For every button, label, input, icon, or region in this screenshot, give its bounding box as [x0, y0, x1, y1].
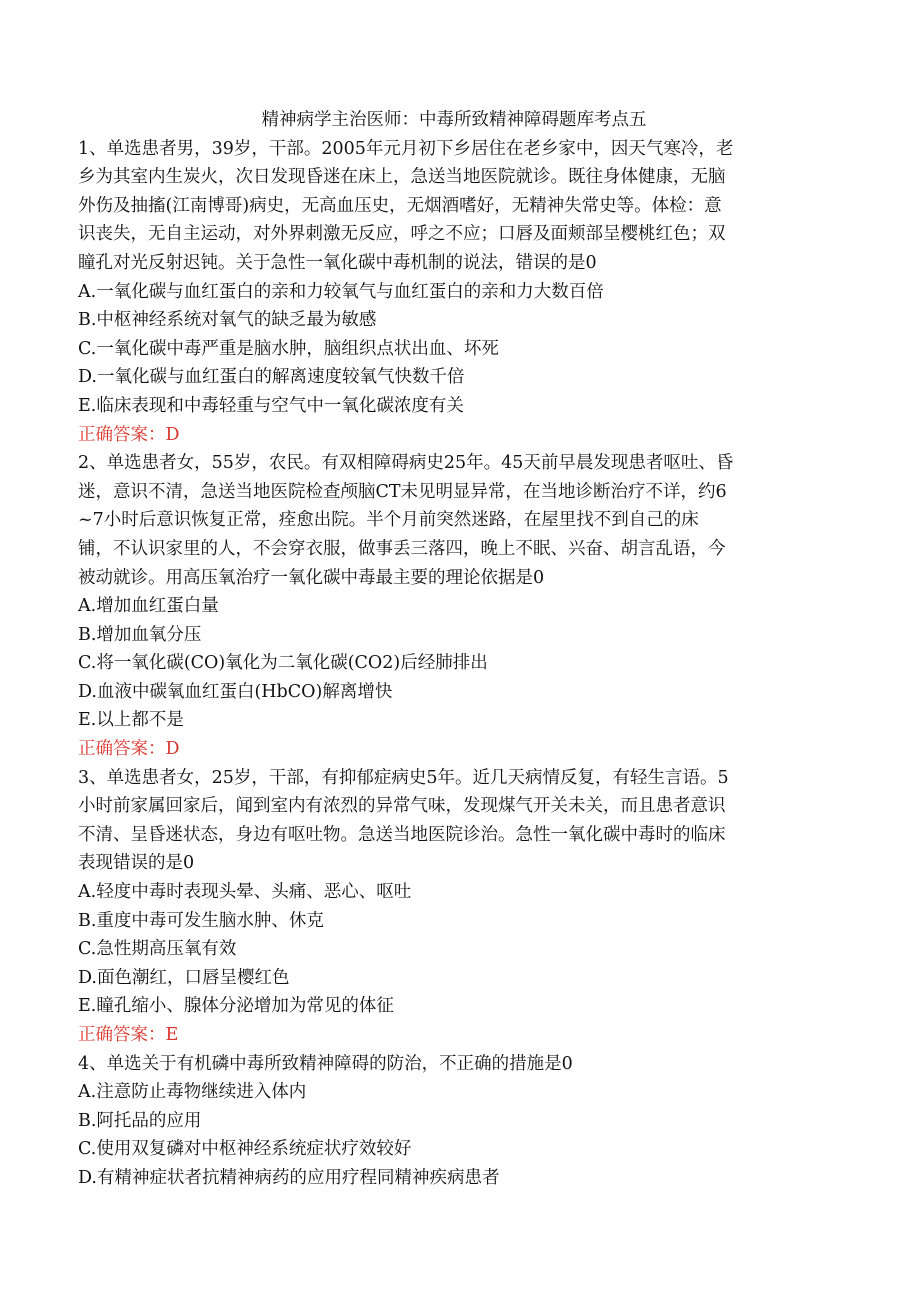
question-3-stem-line: 小时前家属回家后，闻到室内有浓烈的异常气味，发现煤气开关未关，而且患者意识 [78, 796, 726, 817]
question-3-option-e: E.瞳孔缩小、腺体分泌增加为常见的体征 [78, 996, 394, 1017]
question-1-stem-line: 识丧失，无自主运动，对外界刺激无反应，呼之不应；口唇及面颊部呈樱桃红色；双 [78, 224, 726, 245]
question-1-option-a: A.一氧化碳与血红蛋白的亲和力较氧气与血红蛋白的亲和力大数百倍 [78, 281, 604, 302]
question-3-stem-line: 3、单选患者女，25岁，干部，有抑郁症病史5年。近几天病情反复，有轻生言语。5 [78, 767, 729, 788]
answer-value: D [165, 739, 180, 760]
answer-value: D [165, 424, 180, 445]
question-2-option-d: D.血液中碳氧血红蛋白(HbCO)解离增快 [78, 681, 393, 702]
question-1-answer [78, 421, 830, 450]
question-2-option-b: B.增加血氧分压 [78, 624, 202, 645]
question-4-option-a: A.注意防止毒物继续进入体内 [78, 1082, 307, 1103]
question-3-stem-line: 不清、呈昏迷状态，身边有呕吐物。急送当地医院诊治。急性一氧化碳中毒时的临床 [78, 824, 726, 845]
question-2-answer [78, 735, 830, 764]
question-1-stem-line: 1、单选患者男，39岁，干部。2005年元月初下乡居住在老乡家中，因天气寒冷，老 [78, 138, 734, 159]
question-2-stem-line: ~7小时后意识恢复正常，痊愈出院。半个月前突然迷路，在屋里找不到自己的床 [78, 510, 699, 531]
question-2-stem-line: 迷，意识不清，急送当地医院检查颅脑CT未见明显异常，在当地诊断治疗不详，约6 [78, 481, 727, 502]
answer-label: 正确答案： [78, 1025, 166, 1045]
question-1-stem-line: 乡为其室内生炭火，次日发现昏迷在床上，急送当地医院就诊。既往身体健康，无脑 [78, 167, 726, 188]
answer-label: 正确答案： [78, 739, 166, 760]
question-1-stem-line: 瞳孔对光反射迟钝。关于急性一氧化碳中毒机制的说法，错误的是0 [78, 252, 597, 273]
answer-label: 正确答案： [78, 424, 166, 445]
question-3-option-a: A.轻度中毒时表现头晕、头痛、恶心、呕吐 [78, 882, 412, 903]
question-3-option-b: B.重度中毒可发生脑水肿、休克 [78, 910, 324, 931]
question-2-option-e: E.以上都不是 [78, 710, 184, 731]
question-3 [78, 764, 830, 1050]
question-2-option-a: A.增加血红蛋白量 [78, 596, 219, 617]
question-2-option-c: C.将一氧化碳(CO)氧化为二氧化碳(CO2)后经肺排出 [78, 653, 488, 674]
question-1-option-c: C.一氧化碳中毒严重是脑水肿，脑组织点状出血、坏死 [78, 338, 499, 359]
question-1-option-d: D.一氧化碳与血红蛋白的解离速度较氧气快数千倍 [78, 367, 465, 388]
question-3-option-c: C.急性期高压氧有效 [78, 939, 237, 960]
question-4-option-d: D.有精神症状者抗精神病药的应用疗程同精神疾病患者 [78, 1167, 500, 1188]
question-1-option-b: B.中枢神经系统对氧气的缺乏最为敏感 [78, 310, 377, 331]
question-1-option-e: E.临床表现和中毒轻重与空气中一氧化碳浓度有关 [78, 395, 464, 416]
document-title: 精神病学主治医师：中毒所致精神障碍题库考点五 [261, 110, 647, 130]
question-2-stem-line: 2、单选患者女，55岁，农民。有双相障碍病史25年。45天前早晨发现患者呕吐、昏 [78, 453, 734, 474]
question-3-option-d: D.面色潮红，口唇呈樱红色 [78, 967, 290, 988]
answer-value: E [165, 1025, 179, 1045]
question-3-answer [78, 1021, 830, 1050]
question-4 [78, 1050, 830, 1193]
question-3-stem-line: 表现错误的是0 [78, 853, 195, 874]
question-2-stem-line: 被动就诊。用高压氧治疗一氧化碳中毒最主要的理论依据是0 [78, 567, 545, 588]
question-1-stem-line: 外伤及抽搐(江南博哥)病史，无高血压史，无烟酒嗜好，无精神失常史等。体检：意 [78, 195, 722, 216]
question-4-option-c: C.使用双复磷对中枢神经系统症状疗效较好 [78, 1139, 412, 1160]
question-4-stem-line: 4、单选关于有机磷中毒所致精神障碍的防治，不正确的措施是0 [78, 1053, 573, 1074]
question-2-stem-line: 铺，不认识家里的人，不会穿衣服，做事丢三落四，晚上不眠、兴奋、胡言乱语，今 [78, 538, 726, 559]
question-4-option-b: B.阿托品的应用 [78, 1110, 202, 1131]
question-2 [78, 449, 830, 764]
question-1 [78, 135, 830, 450]
